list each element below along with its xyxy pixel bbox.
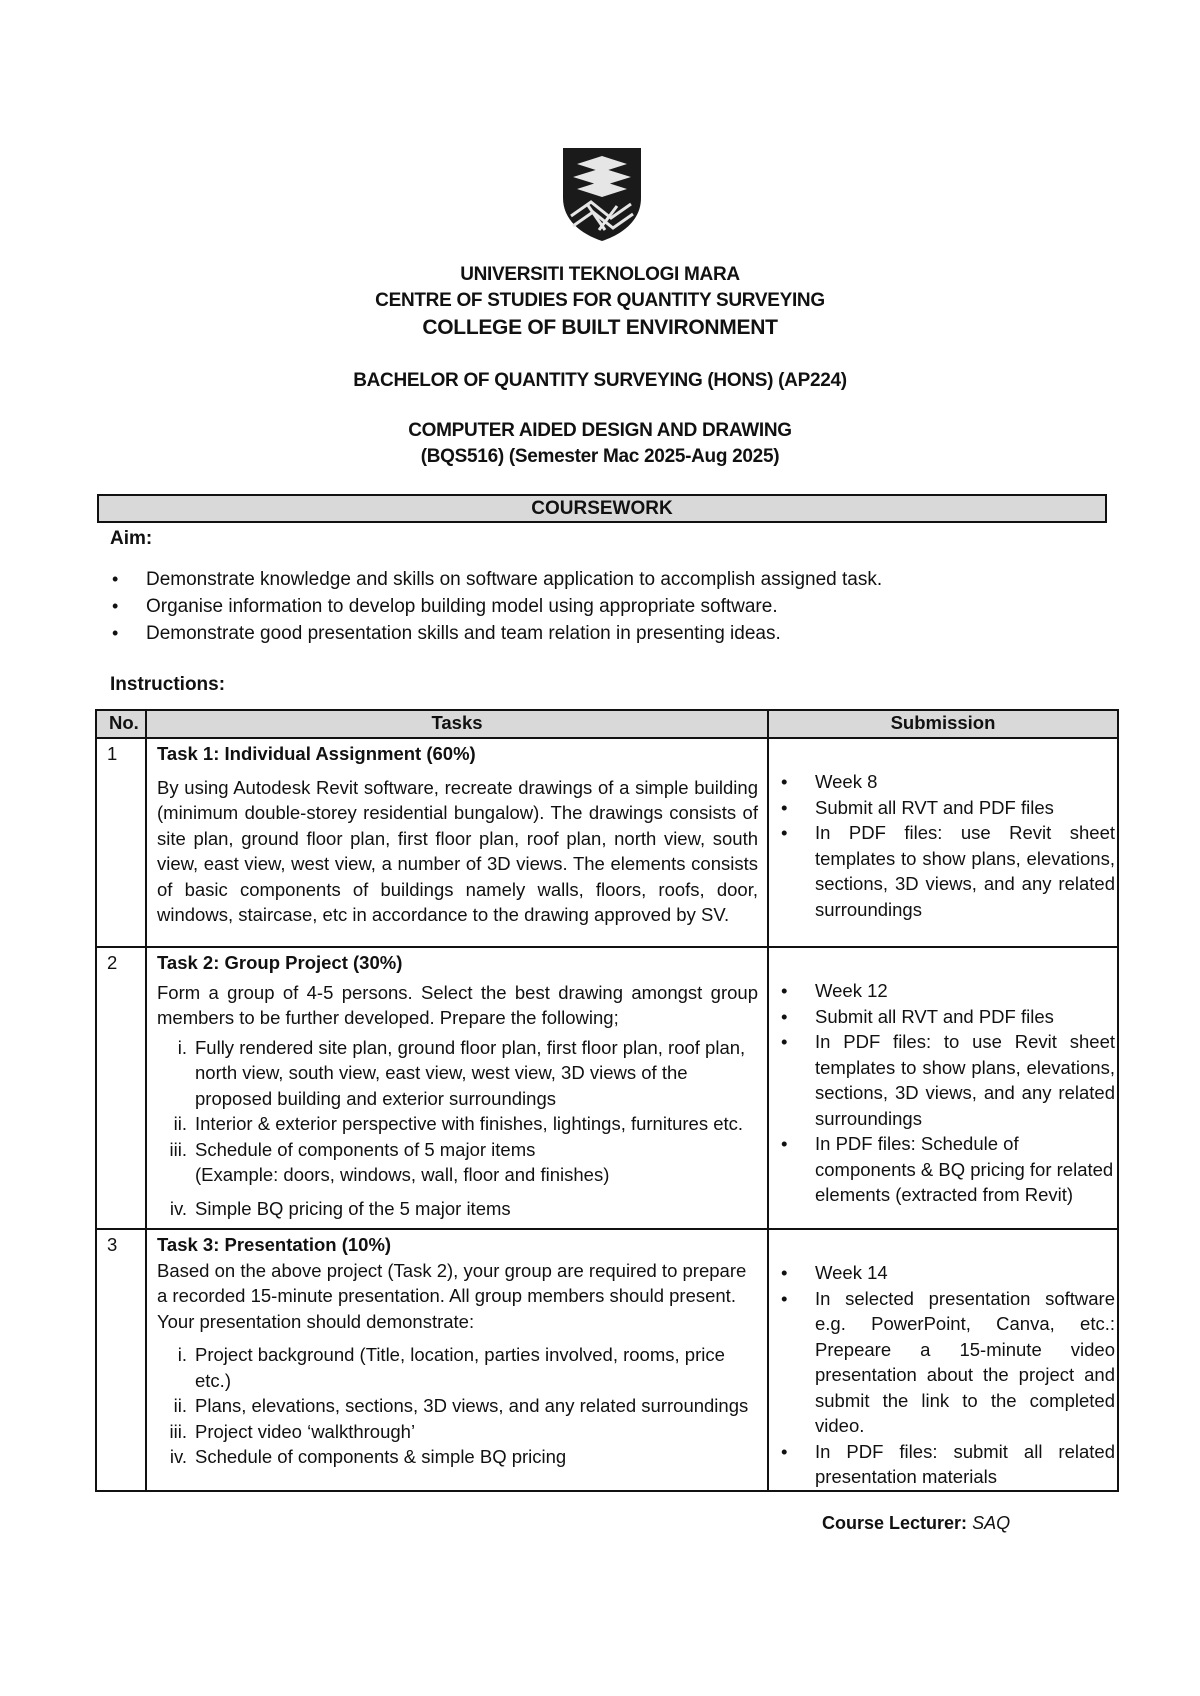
task-description: Based on the above project (Task 2), your group are required to prepare a recorded 15-minute presentation. All group members should present. Your presentation should demonstrate: [157, 1259, 747, 1332]
table-row [96, 738, 1118, 947]
row-number: 2 [96, 947, 146, 1229]
centre-name: CENTRE OF STUDIES FOR QUANTITY SURVEYING [375, 290, 825, 311]
task-title: Task 3: Presentation (10%) [157, 1234, 392, 1255]
task-cell [146, 738, 768, 947]
task-subitem: i. Fully rendered site plan, ground floor plan, first floor plan, roof plan, north view, south view, east view, west view, 3D views of the proposed building and exterior surroundings [177, 1036, 746, 1109]
task-subitem: iii. Schedule of components of 5 major items [169, 1138, 536, 1160]
table-header-row [96, 710, 1118, 738]
row-number: 1 [96, 738, 146, 947]
task-subitem: iv. Simple BQ pricing of the 5 major items [169, 1197, 511, 1219]
aim-item: • Demonstrate good presentation skills and team relation in presenting ideas. [110, 620, 882, 647]
task-subitem: iv. Schedule of components & simple BQ pricing [169, 1446, 567, 1467]
header-submission: Submission [768, 710, 1118, 738]
task-title: Task 1: Individual Assignment (60%) [157, 743, 476, 764]
college-name: COLLEGE OF BUILT ENVIRONMENT [422, 316, 778, 339]
submission-item: • In PDF files: use Revit sheet templates to show plans, elevations, sections, 3D views, and any related surroundings [777, 820, 1115, 922]
submission-item: • Week 14 [777, 1260, 1115, 1286]
submission-cell [768, 947, 1118, 1229]
task-subitem: ii. Plans, elevations, sections, 3D views, and any related surroundings [173, 1395, 749, 1416]
task-subitem: ii. Interior & exterior perspective with finishes, lightings, furnitures etc. [173, 1113, 744, 1134]
submission-item: • Week 8 [777, 769, 1115, 795]
table-row [96, 947, 1118, 1229]
task-cell [146, 1229, 768, 1491]
task-title: Task 2: Group Project (30%) [157, 952, 403, 973]
tasks-table [95, 709, 1119, 1492]
submission-item: • Week 12 [777, 978, 1115, 1004]
course-code: (BQS516) (Semester Mac 2025-Aug 2025) [420, 446, 780, 467]
lecturer-name: SAQ [972, 1513, 1011, 1533]
submission-cell [768, 738, 1118, 947]
uitm-crest-icon [561, 146, 643, 242]
aim-label: Aim: [110, 528, 153, 549]
submission-item: • In PDF files: submit all related presentation materials [777, 1439, 1115, 1490]
submission-item: • In selected presentation software e.g. PowerPoint, Canva, etc.: Prepeare a 15-minute video presentation about the project and submit the link to the completed video. [777, 1286, 1115, 1439]
aim-list [110, 566, 882, 647]
header-tasks: Tasks [146, 710, 768, 738]
task-description: Form a group of 4-5 persons. Select the best drawing amongst group members to be further developed. Prepare the following; [157, 981, 758, 1028]
task-subitem: i. Project background (Title, location, parties involved, rooms, price etc.) [177, 1344, 725, 1391]
coursework-banner: COURSEWORK [97, 494, 1107, 523]
submission-cell [768, 1229, 1118, 1491]
row-number: 3 [96, 1229, 146, 1491]
lecturer-label: Course Lecturer: [822, 1513, 968, 1533]
header-no: No. [96, 710, 146, 738]
task-subitem: (Example: doors, windows, wall, floor and finishes) [195, 1164, 610, 1185]
submission-item: • In PDF files: Schedule of components & BQ pricing for related elements (extracted from Revit) [777, 1131, 1115, 1208]
submission-item: • Submit all RVT and PDF files [777, 1004, 1115, 1030]
programme-name: BACHELOR OF QUANTITY SURVEYING (HONS) (AP224) [353, 370, 847, 391]
course-lecturer [822, 1513, 1010, 1534]
instructions-label: Instructions: [110, 674, 226, 695]
submission-item: • Submit all RVT and PDF files [777, 795, 1115, 821]
aim-item: • Organise information to develop building model using appropriate software. [110, 593, 882, 620]
task-subitem: iii. Project video ‘walkthrough’ [169, 1420, 416, 1442]
table-row [96, 1229, 1118, 1491]
task-description: By using Autodesk Revit software, recreate drawings of a simple building (minimum double-storey residential bungalow). The drawings consists of site plan, ground floor plan, first floor plan, roof plan, north view, south view, east view, west view, a number of 3D views. The elements consists of basic components of buildings namely walls, floors, roofs, door, windows, staircase, etc in accordance to the drawing approved by SV. [157, 776, 758, 925]
course-title: COMPUTER AIDED DESIGN AND DRAWING [408, 420, 792, 441]
submission-item: • In PDF files: to use Revit sheet templates to show plans, elevations, sections, 3D views, and any related surroundings [777, 1029, 1115, 1131]
task-cell [146, 947, 768, 1229]
university-name: UNIVERSITI TEKNOLOGI MARA [460, 264, 740, 285]
aim-item: • Demonstrate knowledge and skills on software application to accomplish assigned task. [110, 566, 882, 593]
